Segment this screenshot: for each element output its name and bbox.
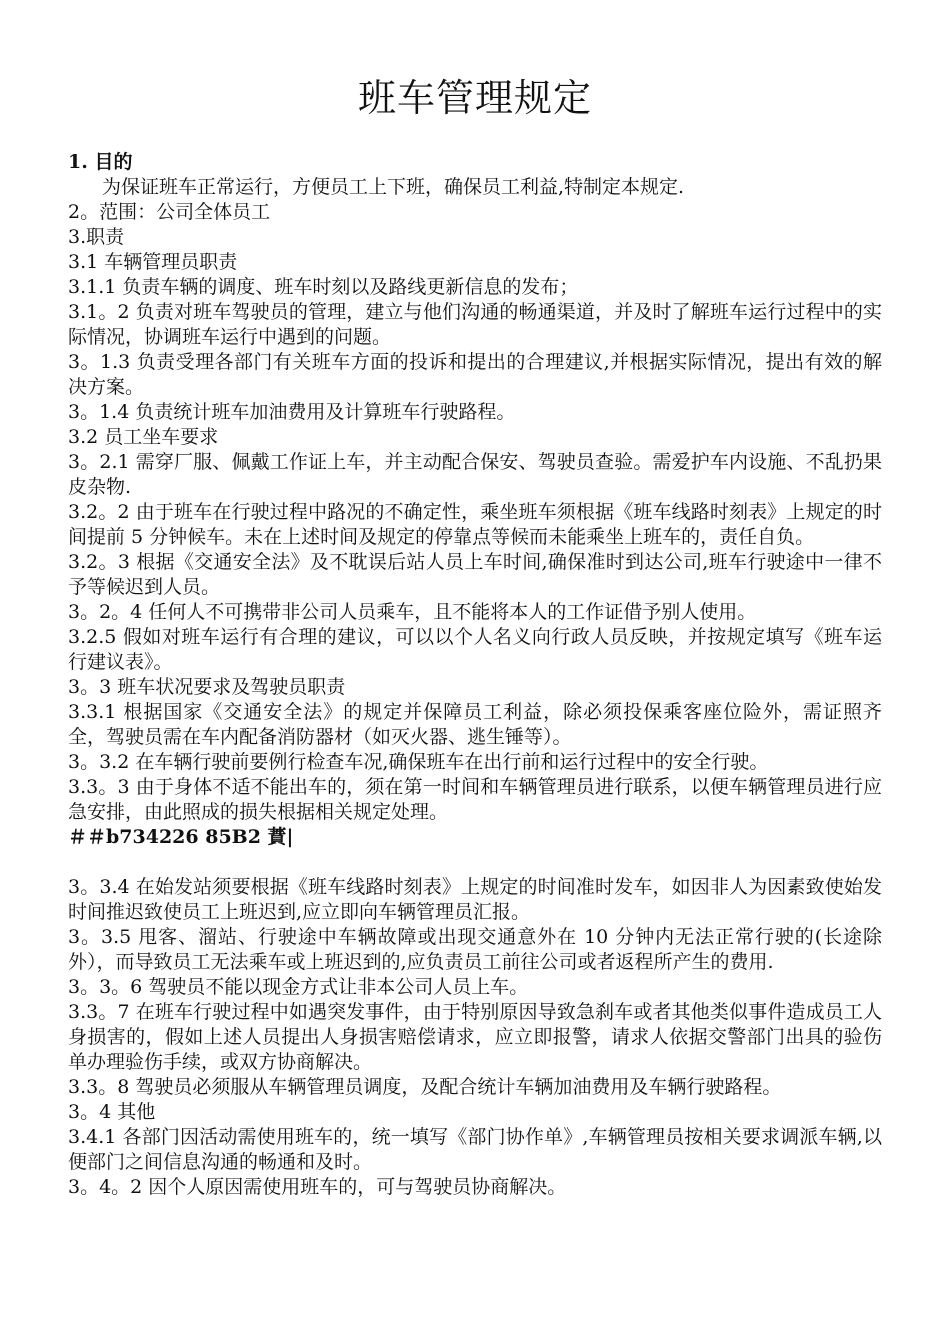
paragraph: 3.3。8 驾驶员必须服从车辆管理员调度，及配合统计车辆加油费用及车辆行驶路程。 [68, 1076, 782, 1098]
paragraph: 3.1。2 负责对班车驾驶员的管理，建立与他们沟通的畅通渠道，并及时了解班车运行过程中的实际情况，协调班车运行中遇到的问题。 [68, 301, 882, 348]
section-heading: 2。范围：公司全体员工 [68, 201, 271, 223]
subsection-heading: 3.1 车辆管理员职责 [68, 251, 238, 273]
document-title: 班车管理规定 [357, 76, 592, 120]
paragraph: 3。3.4 在始发站须要根据《班车线路时刻表》上规定的时间准时发车，如因非人为因素致使始发时间推迟致使员工上班迟到,应立即向车辆管理员汇报。 [68, 876, 882, 923]
section-heading: 3.职责 [68, 226, 125, 248]
paragraph: 为保证班车正常运行，方便员工上下班，确保员工利益,特制定本规定. [102, 176, 685, 198]
document-body [68, 150, 882, 1200]
paragraph: 3。1.4 负责统计班车加油费用及计算班车行驶路程。 [68, 401, 516, 423]
section-heading: 1. 目的 [68, 151, 133, 173]
paragraph: 3.2。3 根据《交通安全法》及不耽误后站人员上车时间,确保准时到达公司,班车行驶途中一律不予等候迟到人员。 [68, 551, 882, 598]
paragraph: 3。4。2 因个人原因需使用班车的，可与驾驶员协商解决。 [68, 1176, 567, 1198]
paragraph: 3。3.5 甩客、溜站、行驶途中车辆故障或出现交通意外在 10 分钟内无法正常行驶的(长途除外），而导致员工无法乘车或上班迟到的,应负责员工前往公司或者返程所产生的费用. [68, 926, 882, 973]
paragraph: 3。1.3 负责受理各部门有关班车方面的投诉和提出的合理建议,并根据实际情况，提出有效的解决方案。 [68, 351, 882, 398]
subsection-heading: 3.2 员工坐车要求 [68, 426, 219, 448]
garbled-text: ＃＃b734226 85B2 蕡| [68, 826, 294, 848]
subsection-heading: 3。4 其他 [68, 1101, 156, 1123]
paragraph: 3。3。6 驾驶员不能以现金方式让非本公司人员上车。 [68, 976, 529, 998]
paragraph: 3.3。7 在班车行驶过程中如遇突发事件，由于特别原因导致急刹车或者其他类似事件造成员工人身损害的，假如上述人员提出人身损害赔偿请求，应立即报警，请求人依据交警部门出具的验伤单办理验伤手续，或双方协商解决。 [68, 1001, 882, 1073]
paragraph: 3.1.1 负责车辆的调度、班车时刻以及路线更新信息的发布； [68, 276, 579, 298]
paragraph: 3.4.1 各部门因活动需使用班车的，统一填写《部门协作单》,车辆管理员按相关要求调派车辆,以便部门之间信息沟通的畅通和及时。 [68, 1126, 882, 1173]
paragraph: 3。3.2 在车辆行驶前要例行检查车况,确保班车在出行前和运行过程中的安全行驶。 [68, 751, 769, 773]
subsection-heading: 3。3 班车状况要求及驾驶员职责 [68, 676, 346, 698]
paragraph: 3。2。4 任何人不可携带非公司人员乘车，且不能将本人的工作证借予别人使用。 [68, 601, 757, 623]
paragraph: 3.2。2 由于班车在行驶过程中路况的不确定性，乘坐班车须根据《班车线路时刻表》上规定的时间提前 5 分钟候车。未在上述时间及规定的停靠点等候而未能乘坐上班车的，责任自负。 [68, 501, 882, 548]
paragraph: 3.2.5 假如对班车运行有合理的建议，可以以个人名义向行政人员反映，并按规定填写《班车运行建议表》。 [68, 626, 882, 673]
paragraph: 3。2.1 需穿厂服、佩戴工作证上车，并主动配合保安、驾驶员查验。需爱护车内设施、不乱扔果皮杂物. [68, 451, 882, 498]
paragraph: 3.3.1 根据国家《交通安全法》的规定并保障员工利益，除必须投保乘客座位险外，需证照齐全，驾驶员需在车内配备消防器材（如灭火器、逃生锤等）。 [68, 701, 882, 748]
blank-line [68, 850, 882, 875]
paragraph: 3.3。3 由于身体不适不能出车的，须在第一时间和车辆管理员进行联系，以便车辆管理员进行应急安排，由此照成的损失根据相关规定处理。 [68, 776, 882, 823]
